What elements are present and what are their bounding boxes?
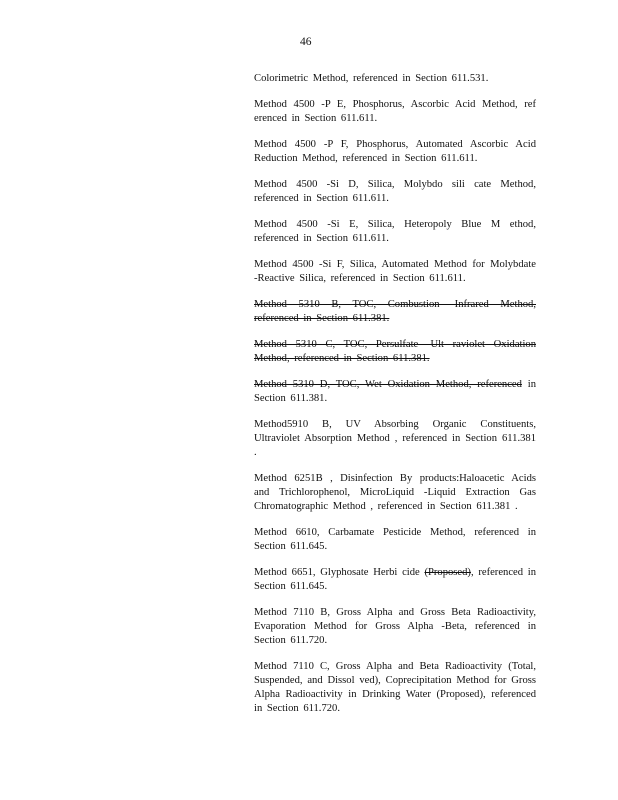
method-entry-4500-si-f: Method 4500 -Si F, Silica, Automated Method for Molybdate -Reactive Silica, referenced in Section 611.611. [254,259,536,284]
method-entry-4500-p-e: Method 4500 -P E, Phosphorus, Ascorbic Acid Method, ref erenced in Section 611.611. [254,99,536,124]
entry-text-before: Method 6651, Glyphosate Herbi cide [254,567,420,578]
method-entry-7110-b: Method 7110 B, Gross Alpha and Gross Beta Radioactivity, Evaporation Method for Gross Alpha -Beta, referenced in Section 611.720. [254,607,536,646]
entry-text-after: , referenced in Section 611.645. [254,567,537,592]
method-entry-6651 [254,566,536,594]
method-entry-7110-c: Method 7110 C, Gross Alpha and Beta Radioactivity (Total, Suspended, and Dissol ved), Coprecipitation Method for Gross Alpha Radioactivity in Drinking Water (Proposed), referenced in Section 611.720. [254,661,536,714]
method-entry-5310-c-deleted: Method 5310 C, TOC, Persulfate -Ult raviolet Oxidation Method, referenced in Section 611.381. [254,339,536,364]
remaining-text: in Section 611.381. [254,379,536,404]
method-entry-5910-b: Method5910 B, UV Absorbing Organic Constituents, Ultraviolet Absorption Method , referenced in Section 611.381 . [254,419,536,458]
deleted-text: Method 5310 D, TOC, Wet Oxidation Method, referenced [254,379,522,390]
page-number: 46 [300,36,312,48]
deleted-text: (Proposed) [424,567,471,578]
method-entry-6610: Method 6610, Carbamate Pesticide Method, referenced in Section 611.645. [254,527,536,552]
method-entry-6251b: Method 6251B , Disinfection By products:Haloacetic Acids and Trichlorophenol, MicroLiquid -Liquid Extraction Gas Chromatographic Method , referenced in Section 611.381 . [254,473,536,512]
method-entry-colorimetric: Colorimetric Method, referenced in Section 611.531. [254,73,489,84]
method-entry-5310-d [254,378,536,406]
method-entry-4500-si-e: Method 4500 -Si E, Silica, Heteropoly Blue M ethod, referenced in Section 611.611. [254,219,536,244]
document-body [254,72,536,728]
method-entry-5310-b-deleted: Method 5310 B, TOC, Combustion -Infrared Method, referenced in Section 611.381. [254,299,536,324]
method-entry-4500-p-f: Method 4500 -P F, Phosphorus, Automated Ascorbic Acid Reduction Method, referenced in Section 611.611. [254,139,536,164]
method-entry-4500-si-d: Method 4500 -Si D, Silica, Molybdo sili cate Method, referenced in Section 611.611. [254,179,536,204]
